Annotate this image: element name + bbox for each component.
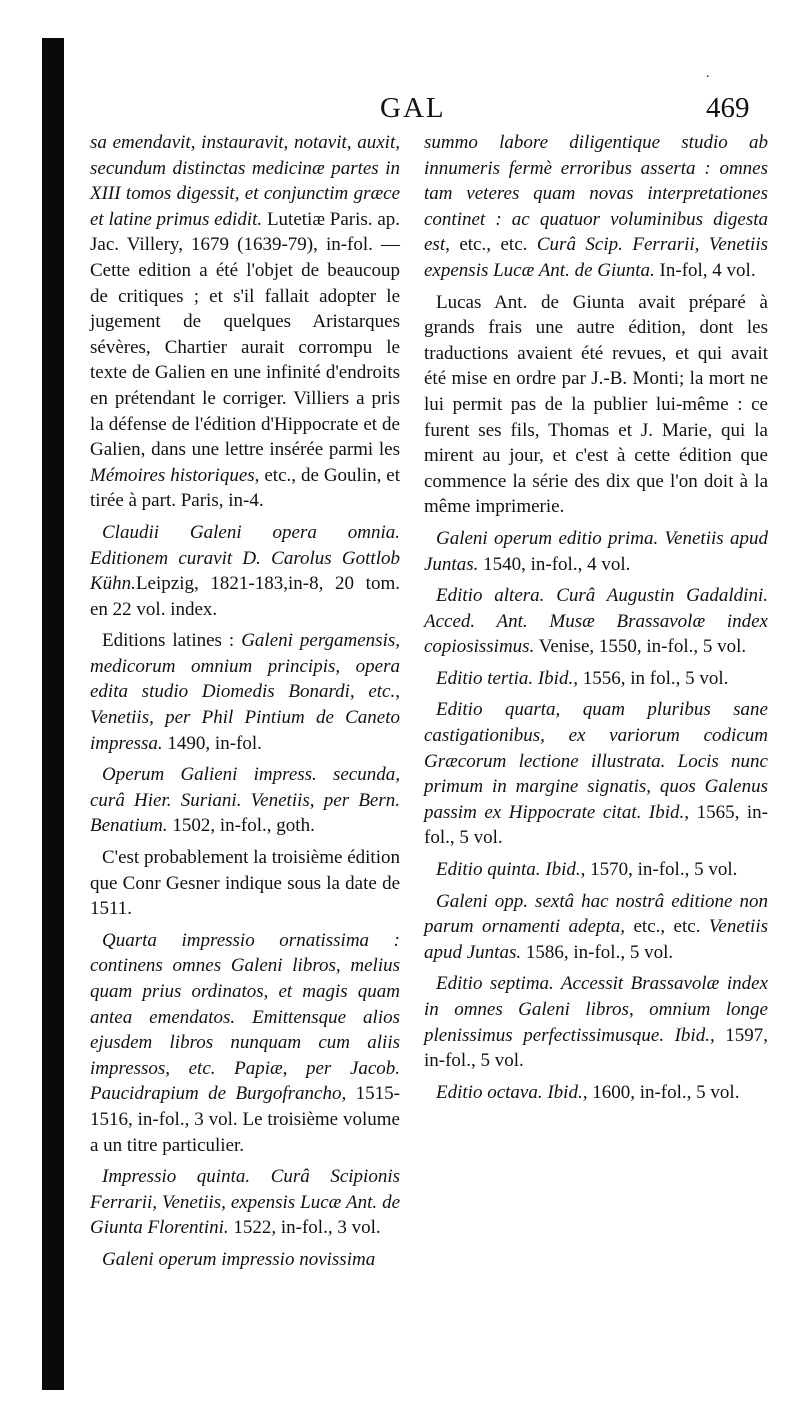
paragraph: summo labore diligentique studio ab innumeris fermè erroribus asserta : omnes tam veteres quam novas interpretationes continet : ac quatuor voluminibus digesta est, etc., etc. Curâ Scip. Ferrarii, Venetiis expensis Lucæ Ant. de Giunta. In-fol, 4 vol. bbox=[424, 132, 768, 281]
running-head: GAL bbox=[380, 92, 446, 124]
paragraph: Galeni opp. sextâ hac nostrâ editione non parum ornamenti adepta, etc., etc. Venetiis apud Juntas. 1586, in-fol., 5 vol. bbox=[424, 890, 768, 963]
paragraph: Lucas Ant. de Giunta avait préparé à grands frais une autre édition, dont les traductions avaient été revues, et qui avait été mise en ordre par J.-B. Monti; la mort ne lui permit pas de la publier lui-même : ce furent ses fils, Thomas et J. Marie, qui la mirent au jour, et c'est à cette édition que commence la série des dix que l'on doit à la même imprimerie. bbox=[424, 291, 768, 518]
paragraph: Editio quarta, quam pluribus sane castigationibus, ex variorum codicum Græcorum lectione illustrata. Locis nunc primum in margine signatis, quos Galenus passim ex Hippocrate citat. Ibid., 1565, in-fol., 5 vol. bbox=[424, 699, 768, 849]
paragraph: Galeni operum editio prima. Venetiis apud Juntas. 1540, in-fol., 4 vol. bbox=[424, 527, 768, 575]
right-column bbox=[424, 130, 768, 1111]
paragraph: Editio altera. Curâ Augustin Gadaldini. Acced. Ant. Musæ Brassavolæ index copiosissimus. Venise, 1550, in-fol., 5 vol. bbox=[424, 585, 768, 658]
paragraph: Editio quinta. Ibid., 1570, in-fol., 5 vol. bbox=[436, 859, 738, 881]
paragraph: Editio octava. Ibid., 1600, in-fol., 5 vol. bbox=[436, 1081, 740, 1103]
paragraph: Claudii Galeni opera omnia. Editionem curavit D. Carolus Gottlob Kühn.Leipzig, 1821-183,in-8, 20 tom. en 22 vol. index. bbox=[90, 521, 400, 620]
paragraph: Quarta impressio ornatissima : continens omnes Galeni libros, melius quam prius ordinatos, et magis quam antea emendatos. Emittensque alios ejusdem libros nunquam cum aliis impressos, etc. Papiæ, per Jacob. Paucidrapium de Burgofrancho, 1515-1516, in-fol., 3 vol. Le troisième volume a un titre particulier. bbox=[90, 929, 401, 1156]
left-column bbox=[90, 130, 400, 1279]
paragraph: Editio septima. Accessit Brassavolæ index in omnes Galeni libros, omnium longe plenissimus perfectissimusque. Ibid., 1597, in-fol., 5 vol. bbox=[424, 973, 768, 1072]
corner-mark: . bbox=[706, 66, 710, 81]
paragraph: C'est probablement la troisième édition que Conr Gesner indique sous la date de 1511. bbox=[90, 847, 400, 920]
paragraph: Editio tertia. Ibid., 1556, in fol., 5 vol. bbox=[436, 667, 729, 689]
page-number: 469 bbox=[706, 92, 750, 124]
paragraph: Editions latines : Galeni pergamensis, medicorum omnium principis, opera edita studio Diomedis Bonardi, etc., Venetiis, per Phil Pintium de Caneto impressa. 1490, in-fol. bbox=[90, 630, 401, 754]
paragraph: Operum Galieni impress. secunda, curâ Hier. Suriani. Venetiis, per Bern. Benatium. 1502, in-fol., goth. bbox=[90, 764, 400, 837]
paragraph: Galeni operum impressio novissima bbox=[102, 1248, 376, 1270]
book-spine-edge bbox=[42, 38, 64, 1390]
paragraph: Impressio quinta. Curâ Scipionis Ferrarii, Venetiis, expensis Lucæ Ant. de Giunta Florentini. 1522, in-fol., 3 vol. bbox=[90, 1166, 400, 1239]
paragraph: sa emendavit, instauravit, notavit, auxit, secundum distinctas medicinæ partes in XIII tomos digessit, et conjunctim græce et latine primus edidit. Lutetiæ Paris. ap. Jac. Villery, 1679 (1639-79), in-fol. — Cette edition a été l'objet de beaucoup de critiques ; et s'il fallait adopter le jugement de quelques Aristarques sévères, Chartier aurait corrompu le texte de Galien en une infinité d'endroits en prétendant le corriger. Villiers a pris la défense de l'édition d'Hippocrate et de Galien, dans une lettre insérée parmi les Mémoires historiques, etc., de Goulin, et tirée à part. Paris, in-4. bbox=[90, 132, 400, 512]
